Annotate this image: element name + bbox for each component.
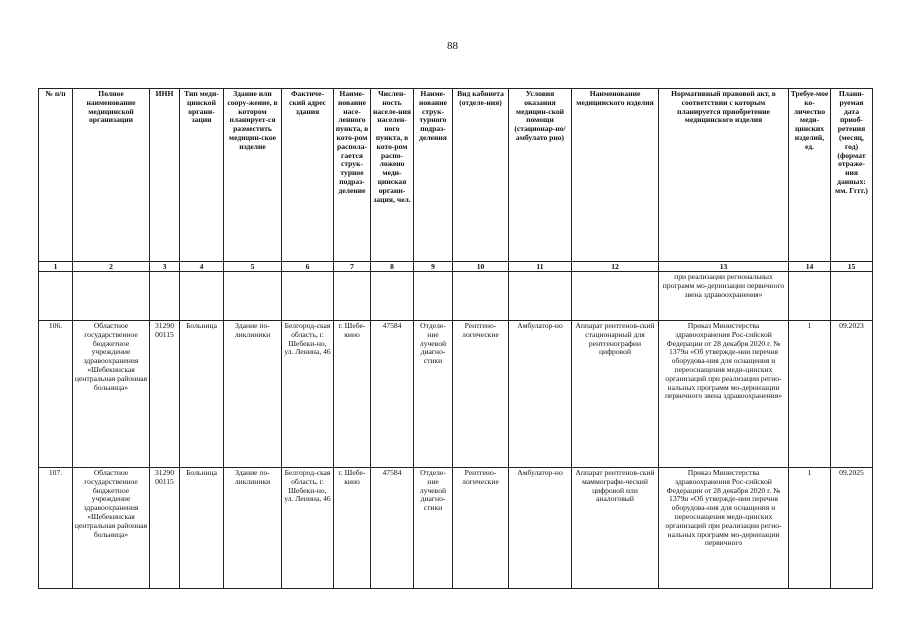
locality-cell: г. Шебе-кино <box>334 468 371 589</box>
legal-act-cell: Приказ Министерства здравоохранения Рос-сийской Федерации от 28 декабря 2020 г. № 1379н «Об утвержде-нии перечня оборудова-ния для оснащения и переоснащения меди-цинских организаций при реализации регио-нальных программ мо-дернизации первичного <box>659 468 789 589</box>
header-cell: Тип меди-цинской органи-зации <box>180 89 224 262</box>
empty-cell <box>282 272 334 321</box>
empty-cell <box>334 272 371 321</box>
header-cell: Полное наименование медицинской организации <box>73 89 150 262</box>
row-number: 106. <box>39 321 73 468</box>
empty-cell <box>453 272 509 321</box>
address-cell: Белгород-ская область, г. Шебеки-но, ул. Ленина, 46 <box>282 468 334 589</box>
org-type-cell: Больница <box>180 321 224 468</box>
continuation-row <box>39 272 873 321</box>
device-name-cell: Аппарат рентгенов-ский маммографи-ческий цифровой или аналоговый <box>572 468 659 589</box>
column-number: 11 <box>509 262 572 272</box>
column-number: 2 <box>73 262 150 272</box>
column-number: 8 <box>371 262 414 272</box>
column-number: 14 <box>789 262 831 272</box>
inn-cell: 31290 00115 <box>150 468 180 589</box>
empty-cell <box>831 272 873 321</box>
header-cell: Плани-руемая дата приоб-ретения (месяц, год) (формат отраже-ния данных: мм. Гггг.) <box>831 89 873 262</box>
header-cell: Наименование медицинского изделия <box>572 89 659 262</box>
empty-cell <box>150 272 180 321</box>
population-cell: 47584 <box>371 321 414 468</box>
division-cell: Отделе-ние лучевой диагно-стики <box>414 321 453 468</box>
building-cell: Здание по-ликлиники <box>224 468 282 589</box>
population-cell: 47584 <box>371 468 414 589</box>
empty-cell <box>180 272 224 321</box>
header-cell: Наиме-нование струк-турного подраз-деления <box>414 89 453 262</box>
equipment-table <box>38 88 873 589</box>
locality-cell: г. Шебе-кино <box>334 321 371 468</box>
column-number: 7 <box>334 262 371 272</box>
organization-name: Областное государственное бюджетное учреждение здравоохранения «Шебекинская центральная районная больница» <box>73 468 150 589</box>
organization-name: Областное государственное бюджетное учреждение здравоохранения «Шебекинская центральная районная больница» <box>73 321 150 468</box>
column-number: 9 <box>414 262 453 272</box>
conditions-cell: Амбулатор-но <box>509 468 572 589</box>
column-number: 6 <box>282 262 334 272</box>
empty-cell <box>73 272 150 321</box>
header-cell: Вид кабинета (отделе-ния) <box>453 89 509 262</box>
cabinet-cell: Рентгено-логические <box>453 468 509 589</box>
org-type-cell: Больница <box>180 468 224 589</box>
cabinet-cell: Рентгено-логические <box>453 321 509 468</box>
empty-cell <box>572 272 659 321</box>
header-cell: Нормативный правовой акт, в соответствии с которым планируется приобретение медицинского изделия <box>659 89 789 262</box>
empty-cell <box>39 272 73 321</box>
column-number: 12 <box>572 262 659 272</box>
header-cell: № п/п <box>39 89 73 262</box>
column-number: 3 <box>150 262 180 272</box>
header-cell: Требуе-мое ко-личество меди-цинских изделий, ед. <box>789 89 831 262</box>
empty-cell <box>224 272 282 321</box>
inn-cell: 31290 00115 <box>150 321 180 468</box>
division-cell: Отделе-ние лучевой диагно-стики <box>414 468 453 589</box>
column-number-row <box>39 262 873 272</box>
header-cell: Условия оказания медицин-ской помощи (стационар-но/амбулато рно) <box>509 89 572 262</box>
column-number: 4 <box>180 262 224 272</box>
header-cell: ИНН <box>150 89 180 262</box>
quantity-cell: 1 <box>789 321 831 468</box>
header-cell: Фактиче-ский адрес здания <box>282 89 334 262</box>
legal-act-cell: Приказ Министерства здравоохранения Рос-сийской Федерации от 28 декабря 2020 г. № 1379н «Об утвержде-нии перечня оборудова-ния для оснащения и переоснащения меди-цинских организаций при реализации регио-нальных программ мо-дернизации первичного звена здравоохранения» <box>659 321 789 468</box>
page-number: 88 <box>447 40 458 52</box>
column-number: 1 <box>39 262 73 272</box>
device-name-cell: Аппарат рентгенов-ский стационарный для рентгенографии цифровой <box>572 321 659 468</box>
table-row <box>39 468 873 589</box>
table-header-row <box>39 89 873 262</box>
quantity-cell: 1 <box>789 468 831 589</box>
empty-cell <box>371 272 414 321</box>
continuation-act-text: при реализации региональных программ мо-дернизации первичного звена здравоохранения» <box>659 272 789 321</box>
header-cell: Здание или соору-жение, в котором планирует-ся разместить медицин-ское изделие <box>224 89 282 262</box>
empty-cell <box>509 272 572 321</box>
column-number: 10 <box>453 262 509 272</box>
table-row <box>39 321 873 468</box>
header-cell: Наиме-нование насе-ленного пункта, в кото-ром распола-гается струк-турное подраз-деление <box>334 89 371 262</box>
column-number: 5 <box>224 262 282 272</box>
address-cell: Белгород-ская область, г. Шебеки-но, ул. Ленина, 46 <box>282 321 334 468</box>
column-number: 13 <box>659 262 789 272</box>
building-cell: Здание по-ликлиники <box>224 321 282 468</box>
empty-cell <box>789 272 831 321</box>
date-cell: 09.2023 <box>831 321 873 468</box>
empty-cell <box>414 272 453 321</box>
row-number: 107. <box>39 468 73 589</box>
column-number: 15 <box>831 262 873 272</box>
date-cell: 09.2025 <box>831 468 873 589</box>
header-cell: Числен-ность населе-ния населен-ного пункта, в кото-ром распо-ложено меди-цинская органи-зация, чел. <box>371 89 414 262</box>
conditions-cell: Амбулатор-но <box>509 321 572 468</box>
